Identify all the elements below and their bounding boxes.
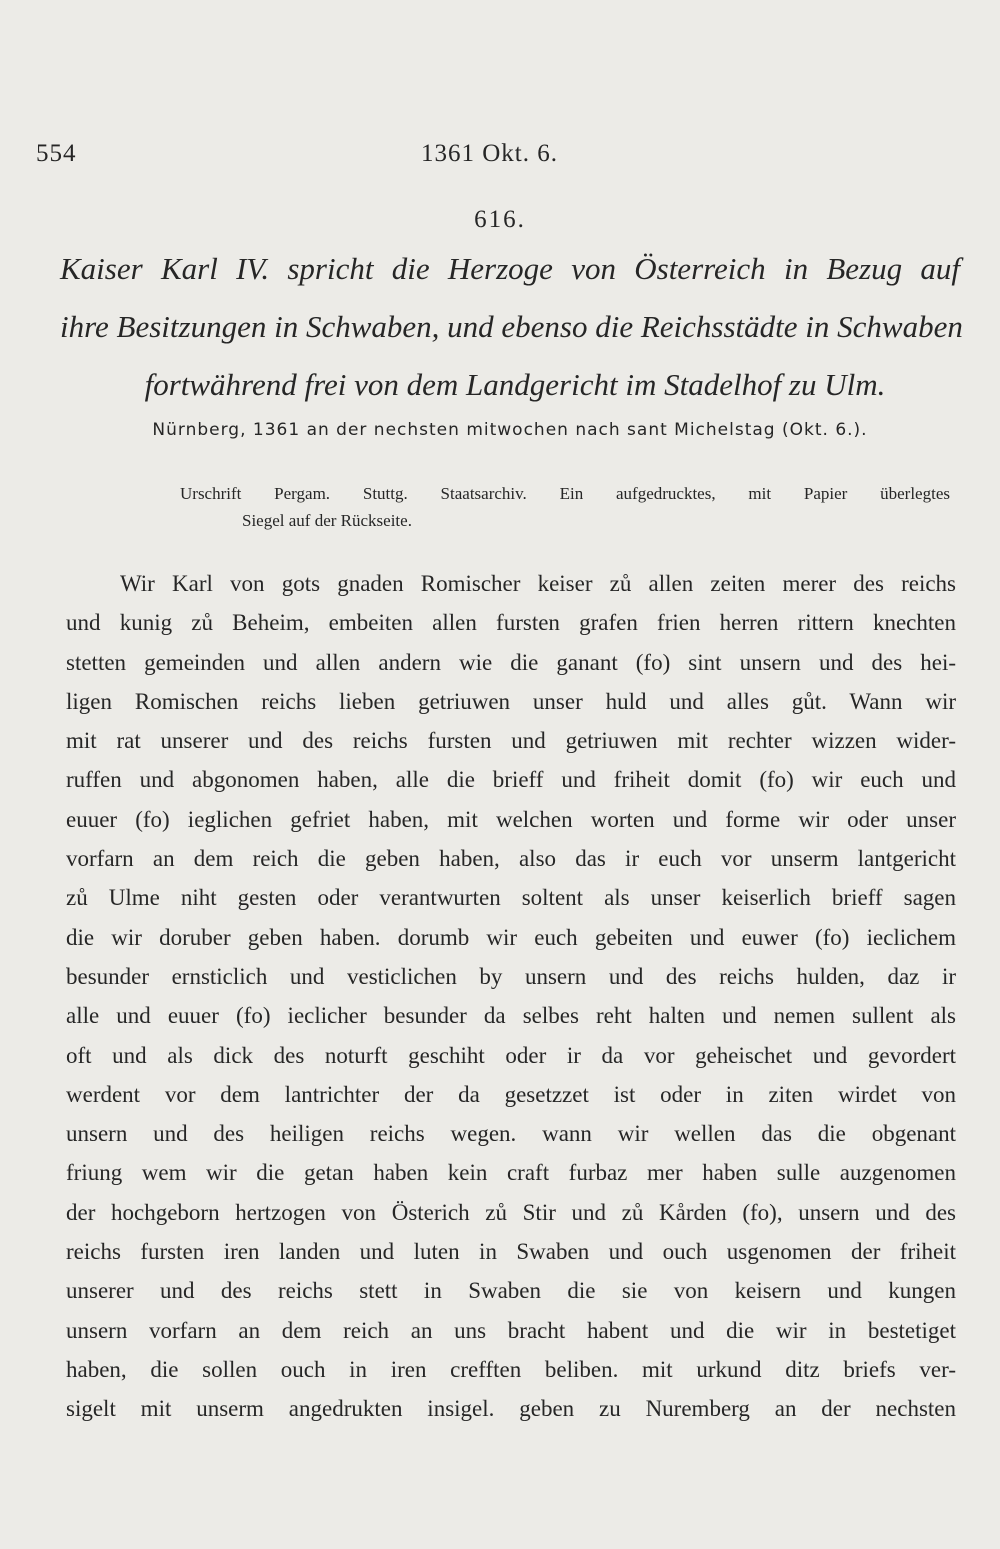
text-line: vorfarn an dem reich die geben haben, also das ir euch vor unserm lantgericht	[66, 846, 956, 872]
text-line: friung wem wir die getan haben kein craft furbaz mer haben sulle auzgenomen	[66, 1160, 956, 1186]
place-date-line: Nürnberg, 1361 an der nechsten mitwochen nach sant Michelstag (Okt. 6.).	[152, 420, 868, 440]
text-line: stetten gemeinden und allen andern wie die ganant (fo) sint unsern und des hei-	[66, 649, 956, 675]
text-line: oft und als dick des noturft geschiht oder ir da vor geheischet und gevordert	[66, 1042, 956, 1068]
text-line: ruffen und abgonomen haben, alle die brieff und friheit domit (fo) wir euch und	[66, 767, 956, 793]
text-line: haben, die sollen ouch in iren crefften beliben. mit urkund ditz briefs ver-	[66, 1356, 956, 1382]
text-line: unserer und des reichs stett in Swaben die sie von keisern und kungen	[66, 1278, 956, 1304]
date-header: 1361 Okt. 6.	[421, 140, 558, 167]
text-line: sigelt mit unserm angedrukten insigel. geben zu Nuremberg an der nechsten	[66, 1396, 956, 1422]
text-line: und kunig zů Beheim, embeiten allen fursten grafen frien herren rittern knechten	[66, 610, 956, 636]
source-line: Siegel auf der Rückseite.	[242, 511, 412, 530]
page-number: 554	[36, 140, 77, 167]
text-line: werdent vor dem lantrichter der da gesetzzet ist oder in ziten wirdet von	[66, 1081, 956, 1107]
text-line: euuer (fo) ieglichen gefriet haben, mit welchen worten und forme wir oder unser	[66, 806, 956, 832]
text-line: ligen Romischen reichs lieben getriuwen unser huld und alles gůt. Wann wir	[66, 688, 956, 714]
title-line: fortwährend frei von dem Landgericht im Stadelhof zu Ulm.	[144, 367, 886, 402]
text-line: reichs fursten iren landen und luten in Swaben und ouch usgenomen der friheit	[66, 1239, 956, 1265]
charter-text	[66, 564, 956, 1429]
document-title	[60, 240, 963, 414]
source-note	[180, 480, 950, 534]
text-line: besunder ernsticlich und vesticlichen by unsern und des reichs hulden, daz ir	[66, 963, 956, 989]
text-line: unsern und des heiligen reichs wegen. wann wir wellen das die obgenant	[66, 1121, 956, 1147]
text-line: Wir Karl von gots gnaden Romischer keiser zů allen zeiten merer des reichs	[120, 571, 956, 596]
text-line: alle und euuer (fo) ieclicher besunder da selbes reht halten und nemen sullent als	[66, 1003, 956, 1029]
text-line: unsern vorfarn an dem reich an uns bracht habent und die wir in bestetiget	[66, 1317, 956, 1343]
source-line: Urschrift Pergam. Stuttg. Staatsarchiv. Ein aufgedrucktes, mit Papier überlegtes	[180, 484, 950, 503]
document-number: 616.	[474, 206, 526, 233]
text-line: zů Ulme niht gesten oder verantwurten soltent als unser keiserlich brieff sagen	[66, 885, 956, 911]
title-line: Kaiser Karl IV. spricht die Herzoge von Österreich in Bezug auf	[60, 251, 960, 286]
title-line: ihre Besitzungen in Schwaben, und ebenso die Reichsstädte in Schwaben	[60, 309, 963, 344]
text-line: die wir doruber geben haben. dorumb wir euch gebeiten und euwer (fo) ieclichem	[66, 924, 956, 950]
text-line: der hochgeborn hertzogen von Österich zů Stir und zů Kården (fo), unsern und des	[66, 1199, 956, 1225]
text-line: mit rat unserer und des reichs fursten und getriuwen mit rechter wizzen wider-	[66, 728, 956, 754]
